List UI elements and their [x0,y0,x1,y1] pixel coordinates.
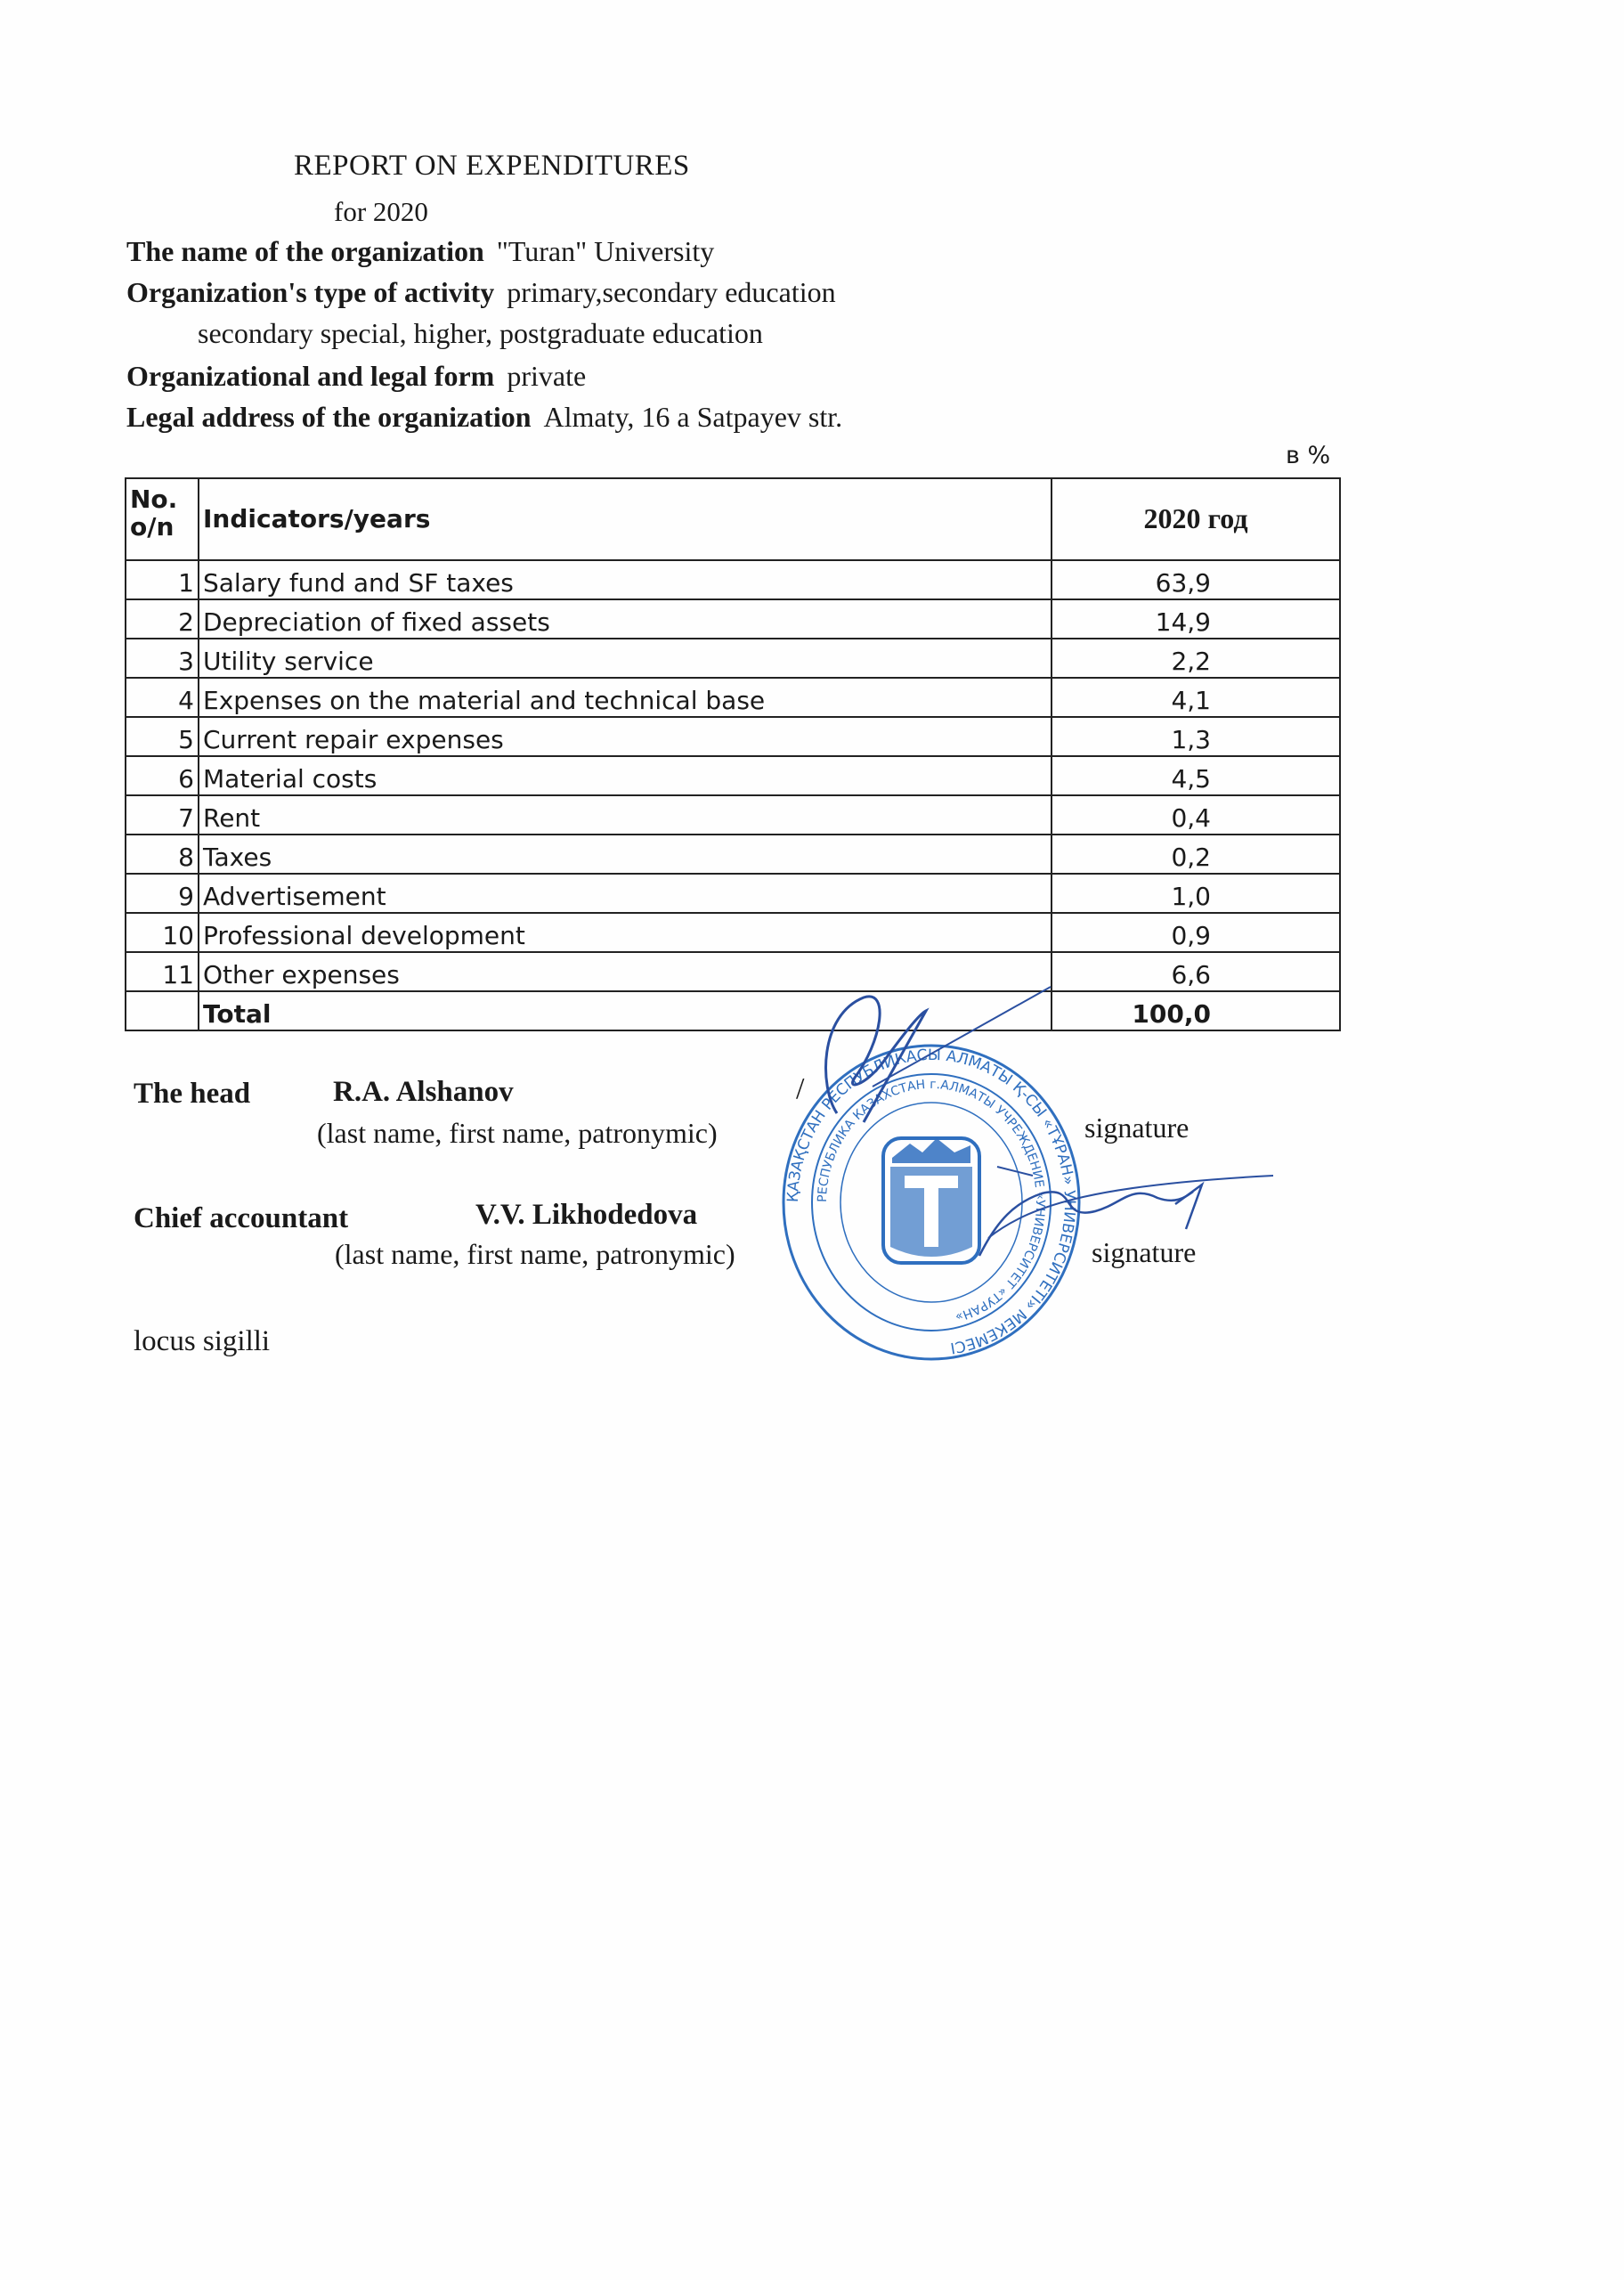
table-row [126,639,1340,678]
table-row [126,952,1340,991]
header-indicator: Indicators/years [199,478,1052,560]
row-indicator: Salary fund and SF taxes [199,560,1052,599]
row-value: 4,1 [1052,678,1340,717]
table-row [126,913,1340,952]
row-value: 0,4 [1052,795,1340,835]
header-no: No. o/n [126,478,199,560]
report-title: REPORT ON EXPENDITURES [294,150,690,182]
row-indicator: Rent [199,795,1052,835]
head-slash: / [796,1072,805,1105]
total-label: Total [199,991,1052,1030]
org-activity-row [126,276,964,309]
row-value: 0,9 [1052,913,1340,952]
total-value: 100,0 [1052,991,1340,1030]
total-number-cell [126,991,199,1030]
row-number: 10 [126,913,199,952]
report-year: for 2020 [334,196,428,227]
table-row [126,756,1340,795]
org-legal-form-row [126,360,714,393]
org-name-label: The name of the organization [126,235,484,267]
org-legal-form-label: Organizational and legal form [126,360,495,392]
org-address-row [126,401,970,434]
row-number: 11 [126,952,199,991]
head-role: The head [134,1078,251,1110]
table-row [126,717,1340,756]
row-number: 6 [126,756,199,795]
row-indicator: Expenses on the material and technical base [199,678,1052,717]
row-value: 1,0 [1052,874,1340,913]
row-value: 4,5 [1052,756,1340,795]
row-number: 3 [126,639,199,678]
head-name-hint: (last name, first name, patronymic) [317,1117,718,1149]
org-activity-value: primary,secondary education [507,276,836,308]
row-indicator: Advertisement [199,874,1052,913]
row-value: 0,2 [1052,835,1340,874]
table-row [126,678,1340,717]
row-indicator: Taxes [199,835,1052,874]
table-header-row [126,478,1340,560]
stamp-outer-text: ҚАЗАҚСТАН РЕСПУБЛИКАСЫ АЛМАТЫ Қ-СЫ «ТҰРАН» УНИВЕРСИТЕТІ» МЕКЕМЕСІ [784,1046,1079,1357]
row-number: 7 [126,795,199,835]
accountant-signature-label: signature [1092,1236,1197,1268]
row-number: 4 [126,678,199,717]
row-value: 63,9 [1052,560,1340,599]
accountant-name-hint: (last name, first name, patronymic) [335,1238,735,1270]
row-value: 6,6 [1052,952,1340,991]
table-row [126,560,1340,599]
expenditure-table [125,477,1341,1031]
row-indicator: Material costs [199,756,1052,795]
row-number: 8 [126,835,199,874]
head-handwritten-signature [784,980,1068,1140]
row-indicator: Other expenses [199,952,1052,991]
header-year: 2020 год [1052,478,1340,560]
org-activity-label: Organization's type of activity [126,276,495,308]
row-indicator: Professional development [199,913,1052,952]
accountant-name: V.V. Likhodedova [475,1199,698,1231]
stamp-inner-text: РЕСПУБЛИКА КАЗАХСТАН г.АЛМАТЫ УЧРЕЖДЕНИЕ «УНИВЕРСИТЕТ «ТУРАН» [815,1077,1048,1324]
org-name-row [126,235,842,268]
org-legal-form-value: private [507,360,587,392]
table-row [126,874,1340,913]
org-address-label: Legal address of the organization [126,401,532,433]
row-number: 5 [126,717,199,756]
row-value: 1,3 [1052,717,1340,756]
row-value: 2,2 [1052,639,1340,678]
unit-label: в % [1286,442,1331,469]
table-total-row [126,991,1340,1030]
row-value: 14,9 [1052,599,1340,639]
org-name-value: "Turan" University [496,235,715,267]
locus-sigilli: locus sigilli [134,1325,271,1357]
head-signature-label: signature [1084,1112,1190,1144]
table-row [126,599,1340,639]
row-number: 9 [126,874,199,913]
org-address-value: Almaty, 16 a Satpayev str. [543,401,843,433]
table-row [126,795,1340,835]
org-activity-continued: secondary special, higher, postgraduate education [198,317,763,349]
accountant-role: Chief accountant [134,1202,349,1234]
row-indicator: Utility service [199,639,1052,678]
row-number: 1 [126,560,199,599]
table-row [126,835,1340,874]
accountant-handwritten-signature [962,1149,1282,1274]
row-indicator: Depreciation of fixed assets [199,599,1052,639]
row-number: 2 [126,599,199,639]
head-name: R.A. Alshanov [333,1076,514,1108]
row-indicator: Current repair expenses [199,717,1052,756]
